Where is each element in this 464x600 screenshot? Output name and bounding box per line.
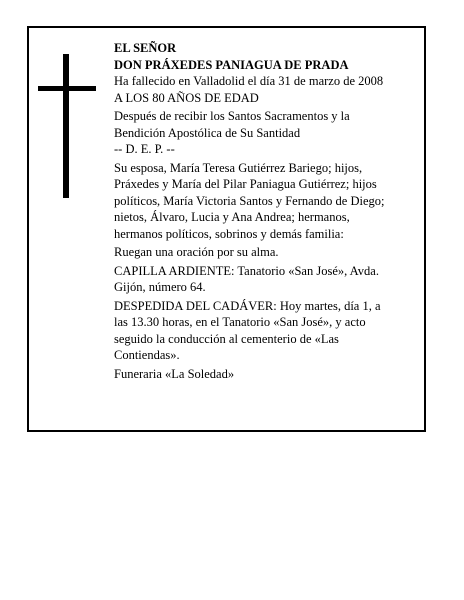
farewell-line-1: DESPEDIDA DEL CADÁVER: Hoy martes, día 1, a xyxy=(114,298,381,313)
chapel-line-2: Gijón, número 64. xyxy=(114,280,206,294)
family-line-5: hermanos políticos, sobrinos y demás familia: xyxy=(114,226,344,241)
cross-horizontal-bar xyxy=(38,86,96,91)
family-line-4: nietos, Álvaro, Lucia y Ana Andrea; hermanos, xyxy=(114,210,350,224)
obituary-text xyxy=(114,40,414,382)
death-statement: Ha fallecido en Valladolid el día 31 de marzo de 2008 xyxy=(114,74,384,88)
age-statement: A LOS 80 AÑOS DE EDAD xyxy=(114,90,259,105)
sacraments-line-1: Después de recibir los Santos Sacramentos y la xyxy=(114,109,350,123)
funeral-home: Funeraria «La Soledad» xyxy=(114,366,235,381)
sacraments-line-2: Bendición Apostólica de Su Santidad xyxy=(114,125,301,140)
latin-cross-icon xyxy=(38,54,96,198)
family-line-2: Práxedes y María del Pilar Paniagua Gutiérrez; hijos xyxy=(114,177,377,191)
notice-title: EL SEÑOR xyxy=(114,41,177,55)
family-line-3: políticos, María Victoria Santos y Fernando de Diego; xyxy=(114,193,385,208)
farewell-line-2: las 13.30 horas, en el Tanatorio «San José», y acto xyxy=(114,315,366,329)
prayer-request: Ruegan una oración por su alma. xyxy=(114,245,279,259)
farewell-line-3: seguido la conducción al cementerio de «Las xyxy=(114,331,339,346)
chapel-line-1: CAPILLA ARDIENTE: Tanatorio «San José», Avda. xyxy=(114,263,379,278)
rip-line: -- D. E. P. -- xyxy=(114,142,175,156)
deceased-name: DON PRÁXEDES PANIAGUA DE PRADA xyxy=(114,57,349,72)
farewell-line-4: Contiendas». xyxy=(114,348,180,362)
cross-vertical-bar xyxy=(63,54,69,198)
family-line-1: Su esposa, María Teresa Gutiérrez Bariego; hijos, xyxy=(114,160,363,175)
